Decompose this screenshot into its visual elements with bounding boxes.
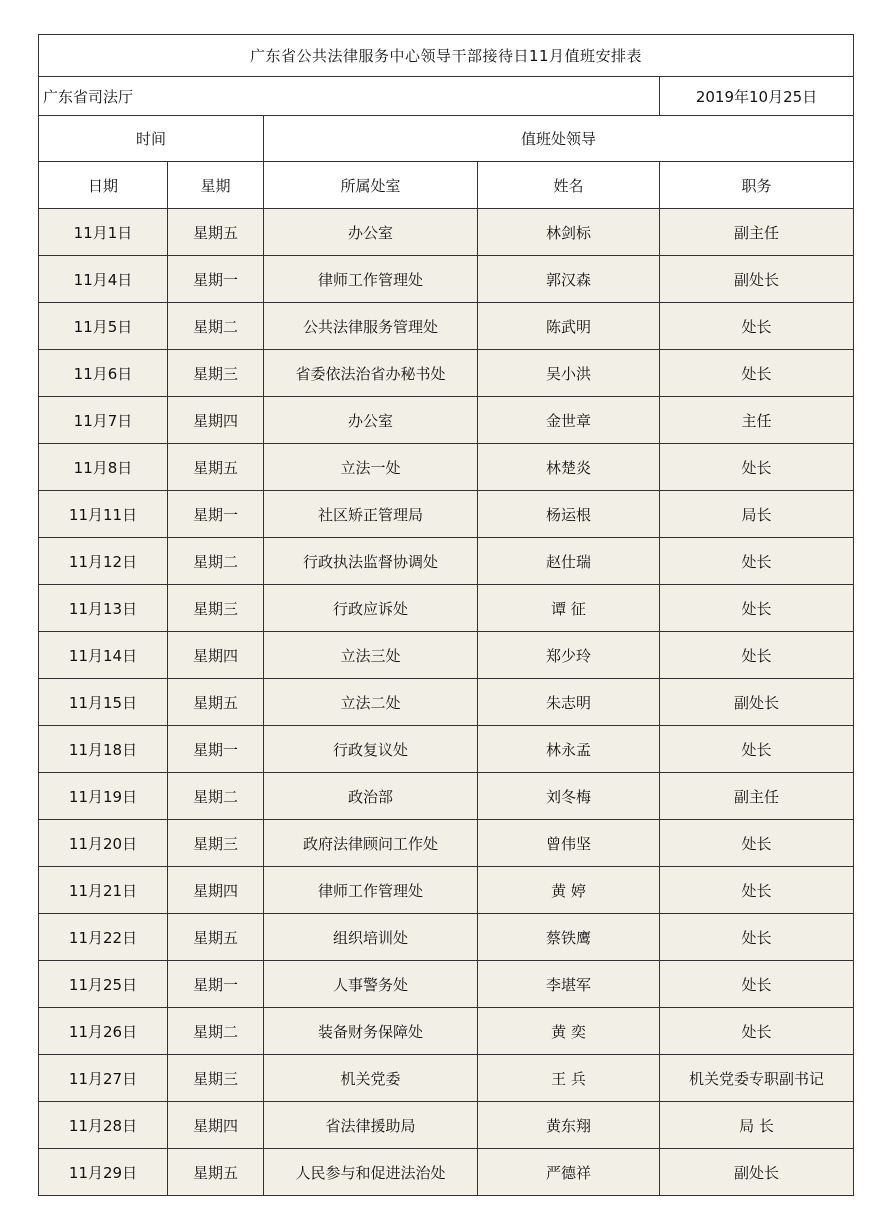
date-cell: 11月13日 — [39, 585, 168, 632]
position-cell: 处长 — [660, 961, 854, 1008]
name-cell: 刘冬梅 — [478, 773, 660, 820]
weekday-cell: 星期一 — [168, 961, 264, 1008]
column-header-department: 所属处室 — [264, 162, 478, 209]
date-cell: 11月11日 — [39, 491, 168, 538]
column-header-name: 姓名 — [478, 162, 660, 209]
table-row — [39, 585, 854, 632]
position-cell: 副主任 — [660, 209, 854, 256]
meta-row — [39, 77, 854, 116]
position-cell: 处长 — [660, 632, 854, 679]
department-cell: 人民参与和促进法治处 — [264, 1149, 478, 1196]
date-cell: 11月21日 — [39, 867, 168, 914]
position-cell: 主任 — [660, 397, 854, 444]
table-row — [39, 350, 854, 397]
department-cell: 行政执法监督协调处 — [264, 538, 478, 585]
date-cell: 11月8日 — [39, 444, 168, 491]
name-cell: 黄 奕 — [478, 1008, 660, 1055]
name-cell: 郭汉森 — [478, 256, 660, 303]
department-cell: 律师工作管理处 — [264, 867, 478, 914]
department-cell: 政府法律顾问工作处 — [264, 820, 478, 867]
date-cell: 11月28日 — [39, 1102, 168, 1149]
department-cell: 机关党委 — [264, 1055, 478, 1102]
position-cell: 处长 — [660, 303, 854, 350]
table-row — [39, 961, 854, 1008]
issue-date: 2019年10月25日 — [660, 77, 854, 116]
weekday-cell: 星期五 — [168, 914, 264, 961]
weekday-cell: 星期一 — [168, 256, 264, 303]
weekday-cell: 星期四 — [168, 867, 264, 914]
date-cell: 11月7日 — [39, 397, 168, 444]
weekday-cell: 星期二 — [168, 303, 264, 350]
position-cell: 局 长 — [660, 1102, 854, 1149]
weekday-cell: 星期五 — [168, 444, 264, 491]
date-cell: 11月6日 — [39, 350, 168, 397]
position-cell: 副主任 — [660, 773, 854, 820]
name-cell: 李堪军 — [478, 961, 660, 1008]
weekday-cell: 星期一 — [168, 491, 264, 538]
name-cell: 黄东翔 — [478, 1102, 660, 1149]
weekday-cell: 星期一 — [168, 726, 264, 773]
table-row — [39, 303, 854, 350]
weekday-cell: 星期二 — [168, 773, 264, 820]
department-cell: 办公室 — [264, 397, 478, 444]
position-cell: 副处长 — [660, 1149, 854, 1196]
department-cell: 行政应诉处 — [264, 585, 478, 632]
department-cell: 社区矫正管理局 — [264, 491, 478, 538]
date-cell: 11月18日 — [39, 726, 168, 773]
column-header-position: 职务 — [660, 162, 854, 209]
department-cell: 省法律援助局 — [264, 1102, 478, 1149]
position-cell: 处长 — [660, 585, 854, 632]
table-row — [39, 1149, 854, 1196]
department-cell: 立法一处 — [264, 444, 478, 491]
date-cell: 11月20日 — [39, 820, 168, 867]
position-cell: 处长 — [660, 726, 854, 773]
table-row — [39, 209, 854, 256]
sheet-title: 广东省公共法律服务中心领导干部接待日11月值班安排表 — [39, 35, 854, 77]
name-cell: 黄 婷 — [478, 867, 660, 914]
department-cell: 装备财务保障处 — [264, 1008, 478, 1055]
position-cell: 处长 — [660, 538, 854, 585]
department-cell: 立法三处 — [264, 632, 478, 679]
name-cell: 蔡铁鹰 — [478, 914, 660, 961]
department-cell: 行政复议处 — [264, 726, 478, 773]
name-cell: 杨运根 — [478, 491, 660, 538]
header-group-row — [39, 116, 854, 162]
table-row — [39, 256, 854, 303]
name-cell: 赵仕瑞 — [478, 538, 660, 585]
name-cell: 金世章 — [478, 397, 660, 444]
date-cell: 11月27日 — [39, 1055, 168, 1102]
table-row — [39, 914, 854, 961]
department-cell: 政治部 — [264, 773, 478, 820]
weekday-cell: 星期三 — [168, 820, 264, 867]
table-row — [39, 867, 854, 914]
weekday-cell: 星期五 — [168, 209, 264, 256]
column-header-row — [39, 162, 854, 209]
position-cell: 处长 — [660, 444, 854, 491]
table-row — [39, 1102, 854, 1149]
weekday-cell: 星期五 — [168, 1149, 264, 1196]
date-cell: 11月22日 — [39, 914, 168, 961]
date-cell: 11月12日 — [39, 538, 168, 585]
department-cell: 办公室 — [264, 209, 478, 256]
date-cell: 11月19日 — [39, 773, 168, 820]
weekday-cell: 星期二 — [168, 1008, 264, 1055]
date-cell: 11月4日 — [39, 256, 168, 303]
table-row — [39, 679, 854, 726]
weekday-cell: 星期二 — [168, 538, 264, 585]
table-row — [39, 820, 854, 867]
department-cell: 组织培训处 — [264, 914, 478, 961]
weekday-cell: 星期三 — [168, 350, 264, 397]
weekday-cell: 星期四 — [168, 397, 264, 444]
date-cell: 11月15日 — [39, 679, 168, 726]
duty-leader-group-header: 值班处领导 — [264, 116, 854, 162]
position-cell: 副处长 — [660, 256, 854, 303]
position-cell: 处长 — [660, 820, 854, 867]
name-cell: 王 兵 — [478, 1055, 660, 1102]
name-cell: 曾伟坚 — [478, 820, 660, 867]
department-cell: 省委依法治省办秘书处 — [264, 350, 478, 397]
department-cell: 公共法律服务管理处 — [264, 303, 478, 350]
column-header-weekday: 星期 — [168, 162, 264, 209]
department-cell: 律师工作管理处 — [264, 256, 478, 303]
position-cell: 处长 — [660, 867, 854, 914]
table-row — [39, 444, 854, 491]
department-cell: 人事警务处 — [264, 961, 478, 1008]
weekday-cell: 星期四 — [168, 632, 264, 679]
name-cell: 陈武明 — [478, 303, 660, 350]
column-header-date: 日期 — [39, 162, 168, 209]
table-row — [39, 632, 854, 679]
date-cell: 11月1日 — [39, 209, 168, 256]
table-row — [39, 1008, 854, 1055]
position-cell: 处长 — [660, 1008, 854, 1055]
date-cell: 11月14日 — [39, 632, 168, 679]
date-cell: 11月26日 — [39, 1008, 168, 1055]
table-row — [39, 773, 854, 820]
name-cell: 朱志明 — [478, 679, 660, 726]
name-cell: 林剑标 — [478, 209, 660, 256]
table-row — [39, 538, 854, 585]
name-cell: 林永孟 — [478, 726, 660, 773]
time-group-header: 时间 — [39, 116, 264, 162]
name-cell: 郑少玲 — [478, 632, 660, 679]
duty-schedule-table — [38, 34, 854, 1196]
name-cell: 林楚炎 — [478, 444, 660, 491]
department-cell: 立法二处 — [264, 679, 478, 726]
table-row — [39, 1055, 854, 1102]
title-row — [39, 35, 854, 77]
position-cell: 机关党委专职副书记 — [660, 1055, 854, 1102]
weekday-cell: 星期三 — [168, 585, 264, 632]
date-cell: 11月25日 — [39, 961, 168, 1008]
position-cell: 处长 — [660, 350, 854, 397]
table-row — [39, 491, 854, 538]
date-cell: 11月29日 — [39, 1149, 168, 1196]
organization-name: 广东省司法厅 — [39, 77, 660, 116]
weekday-cell: 星期四 — [168, 1102, 264, 1149]
weekday-cell: 星期五 — [168, 679, 264, 726]
position-cell: 副处长 — [660, 679, 854, 726]
date-cell: 11月5日 — [39, 303, 168, 350]
position-cell: 局长 — [660, 491, 854, 538]
table-row — [39, 397, 854, 444]
position-cell: 处长 — [660, 914, 854, 961]
table-row — [39, 726, 854, 773]
name-cell: 谭 征 — [478, 585, 660, 632]
name-cell: 严德祥 — [478, 1149, 660, 1196]
weekday-cell: 星期三 — [168, 1055, 264, 1102]
name-cell: 吴小洪 — [478, 350, 660, 397]
